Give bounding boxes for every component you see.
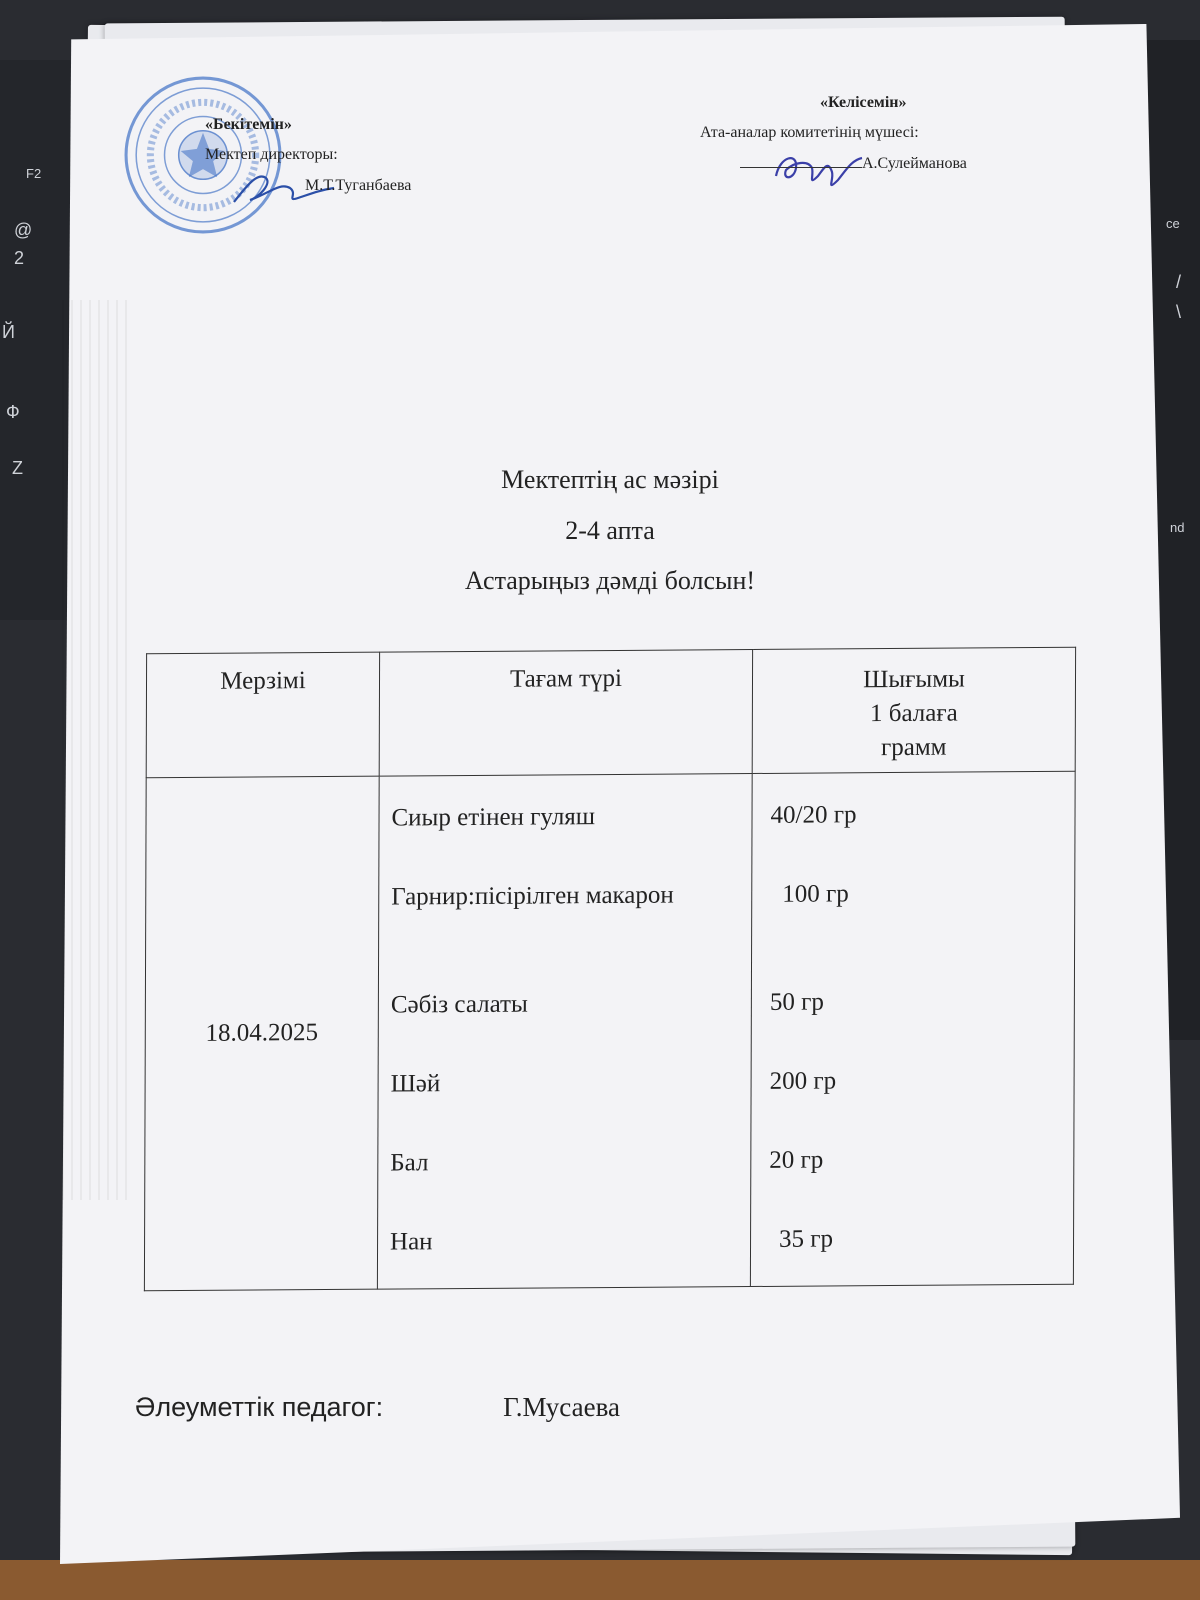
key-f2: F2 xyxy=(26,166,42,181)
amount-item: 40/20 гр xyxy=(770,801,857,830)
key-end-fragment: nd xyxy=(1170,520,1185,535)
amount-item: 100 гр xyxy=(782,880,849,909)
key-z: Z xyxy=(12,458,23,478)
week-range: 2-4 апта xyxy=(565,515,655,545)
signature-underline xyxy=(740,167,862,168)
agree-title: «Келісемін» xyxy=(820,94,907,111)
key-backslash: \ xyxy=(1176,302,1182,322)
amount-item: 200 гр xyxy=(769,1067,837,1096)
laptop-keyboard-left xyxy=(0,60,70,620)
footer-name: Г.Мусаева xyxy=(503,1392,620,1422)
wooden-desk xyxy=(0,1560,1200,1600)
table-header-row xyxy=(146,647,1075,778)
food-item: Гарнир:пісірілген макарон xyxy=(391,881,674,911)
food-item: Бал xyxy=(390,1149,429,1177)
menu-heading xyxy=(300,455,920,607)
amount-list-cell xyxy=(750,772,1075,1287)
header-output-line: грамм xyxy=(880,733,947,761)
approve-name: М.Т.Туганбаева xyxy=(305,176,412,194)
header-food: Тағам түрі xyxy=(379,650,752,777)
menu-table xyxy=(144,647,1076,1292)
approve-role: Мектеп директоры: xyxy=(205,146,338,164)
key-2: 2 xyxy=(14,248,25,268)
header-output-line: 1 балаға xyxy=(869,699,958,727)
footer-signatory xyxy=(135,1392,620,1423)
table-row xyxy=(144,772,1075,1292)
key-at: @ xyxy=(14,220,33,240)
amount-item: 35 гр xyxy=(779,1225,834,1254)
paper-stack-edges xyxy=(62,300,132,1200)
header-output xyxy=(752,647,1075,774)
key-slash: / xyxy=(1176,272,1182,292)
approval-block xyxy=(205,110,411,201)
food-item: Сиыр етінен гуляш xyxy=(391,803,596,832)
menu-title: Мектептің ас мәзірі xyxy=(501,465,719,494)
food-item: Сәбіз салаты xyxy=(390,990,528,1019)
amount-item: 20 гр xyxy=(769,1146,824,1175)
food-item: Нан xyxy=(390,1228,433,1256)
agree-role: Ата-аналар комитетінің мүшесі: xyxy=(700,124,919,142)
key-ef-cyr: Ф xyxy=(6,402,20,422)
food-item: Шәй xyxy=(390,1070,441,1098)
footer-role: Әлеуметтік педагог: xyxy=(135,1392,384,1422)
amount-item: 50 гр xyxy=(769,988,824,1017)
approve-title: «Бекітемін» xyxy=(205,116,292,133)
food-list-cell xyxy=(377,774,752,1290)
key-y-cyr: Й xyxy=(2,322,15,342)
key-backspace-fragment: ce xyxy=(1166,216,1180,231)
agree-signature-line xyxy=(740,149,967,179)
header-date: Мерзімі xyxy=(146,652,379,778)
date-cell: 18.04.2025 xyxy=(144,776,379,1291)
agreement-block xyxy=(700,88,967,179)
agree-name: А.Сулейманова xyxy=(862,154,967,172)
header-output-line: Шығымы xyxy=(863,665,965,694)
bon-appetit: Астарыңыз дәмді болсын! xyxy=(464,566,756,596)
